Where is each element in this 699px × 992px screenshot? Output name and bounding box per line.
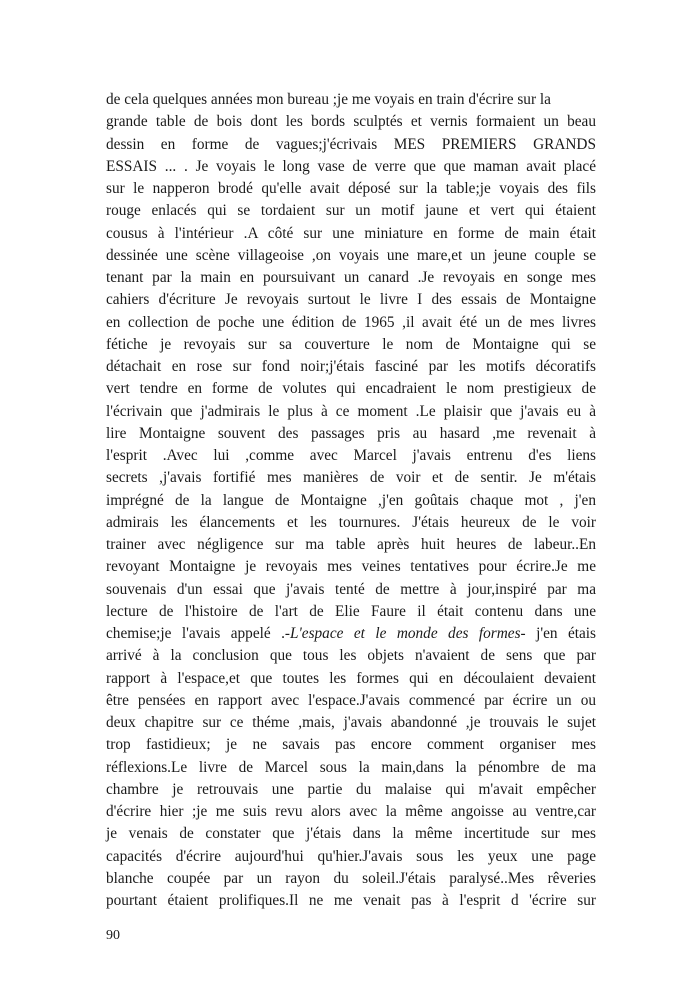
- text-line: pourtant étaient prolifiques.Il ne me venait pas à l'esprit d 'écrire sur: [106, 892, 596, 909]
- text-line: de cela quelques années mon bureau ;je me voyais en train d'écrire sur la: [106, 91, 551, 108]
- text-line: cousus à l'intérieur .A côté sur une miniature en forme de main était: [106, 224, 596, 242]
- text-line: grande table de bois dont les bords sculptés et vernis formaient un beau: [106, 113, 596, 131]
- text-line: blanche coupée par un rayon du soleil.J'étais paralysé..Mes rêveries: [106, 869, 596, 887]
- body-text: [106, 89, 596, 912]
- text-line: tenant par la main en poursuivant un canard .Je revoyais en songe mes: [106, 269, 596, 286]
- text-line: réflexions.Le livre de Marcel sous la main,dans la pénombre de ma: [106, 758, 596, 776]
- text-line: je venais de constater que j'étais dans la même incertitude sur mes: [106, 825, 596, 843]
- page-number: 90: [106, 928, 120, 943]
- text-line: admirais les élancements et les tournures. J'étais heureux de le voir: [106, 513, 596, 531]
- text-line: dessinée une scène villageoise ,on voyais une mare,et un jeune couple se: [106, 246, 596, 264]
- text-line: trainer avec négligence sur ma table après huit heures de labeur..En: [106, 536, 596, 553]
- text-line: dessin en forme de vagues;j'écrivais MES PREMIERS GRANDS: [106, 135, 596, 153]
- text-line: sur le napperon brodé qu'elle avait déposé sur la table;je voyais des fils: [106, 180, 596, 197]
- text-line: d'écrire hier ;je me suis revu alors avec la même angoisse au ventre,car: [106, 803, 596, 820]
- text-line: lecture de l'histoire de l'art de Elie Faure il était contenu dans une: [106, 602, 596, 620]
- text-segment: j'en étais: [525, 625, 596, 642]
- text-line: souvenais d'un essai que j'avais tenté de mettre à jour,inspiré par ma: [106, 580, 596, 598]
- text-line: arrivé à la conclusion que tous les objets n'avaient de sens que par: [106, 647, 596, 665]
- text-line: chambre je retrouvais une partie du malaise qui m'avait empêcher: [106, 780, 596, 798]
- text-line: vert tendre en forme de volutes qui encadraient le nom prestigieux de: [106, 380, 596, 398]
- text-line: rouge enlacés qui se tordaient sur un motif jaune et vert qui étaient: [106, 202, 596, 220]
- text-line: l'écrivain que j'admirais le plus à ce moment .Le plaisir que j'avais eu à: [106, 402, 596, 420]
- text-line: deux chapitre sur ce théme ,mais, j'avais abandonné ,je trouvais le sujet: [106, 714, 596, 731]
- text-line: cahiers d'écriture Je revoyais surtout le livre I des essais de Montaigne: [106, 291, 596, 309]
- text-line: l'esprit .Avec lui ,comme avec Marcel j'avais entrenu d'es liens: [106, 447, 596, 464]
- text-line: lire Montaigne souvent des passages pris au hasard ,me revenait à: [106, 424, 596, 442]
- text-line-with-title: [106, 623, 596, 645]
- text-line: être pensées en rapport avec l'espace.J'avais commencé par écrire un ou: [106, 691, 596, 709]
- text-line: imprégné de la langue de Montaigne ,j'en goûtais chaque mot , j'en: [106, 491, 596, 509]
- text-line: revoyant Montaigne je revoyais mes veines tentatives pour écrire.Je me: [106, 558, 596, 576]
- italic-essay-title: L'espace et le monde des formes-: [290, 625, 526, 642]
- text-segment: chemise;je l'avais appelé .-: [106, 625, 291, 642]
- text-line: ESSAIS ... . Je voyais le long vase de verre que que maman avait placé: [106, 157, 596, 175]
- text-line: capacités d'écrire aujourd'hui qu'hier.J'avais sous les yeux une page: [106, 847, 596, 865]
- text-line: trop fastidieux; je ne savais pas encore comment organiser mes: [106, 736, 596, 754]
- text-line: secrets ,j'avais fortifié mes manières de voir et de sentir. Je m'étais: [106, 469, 596, 487]
- text-line: en collection de poche une édition de 1965 ,il avait été un de mes livres: [106, 313, 596, 331]
- text-line: détachait en rose sur fond noir;j'étais fasciné par les motifs décoratifs: [106, 358, 596, 375]
- text-line: fétiche je revoyais sur sa couverture le nom de Montaigne qui se: [106, 335, 596, 353]
- text-line: rapport à l'espace,et que toutes les formes qui en découlaient devaient: [106, 669, 596, 687]
